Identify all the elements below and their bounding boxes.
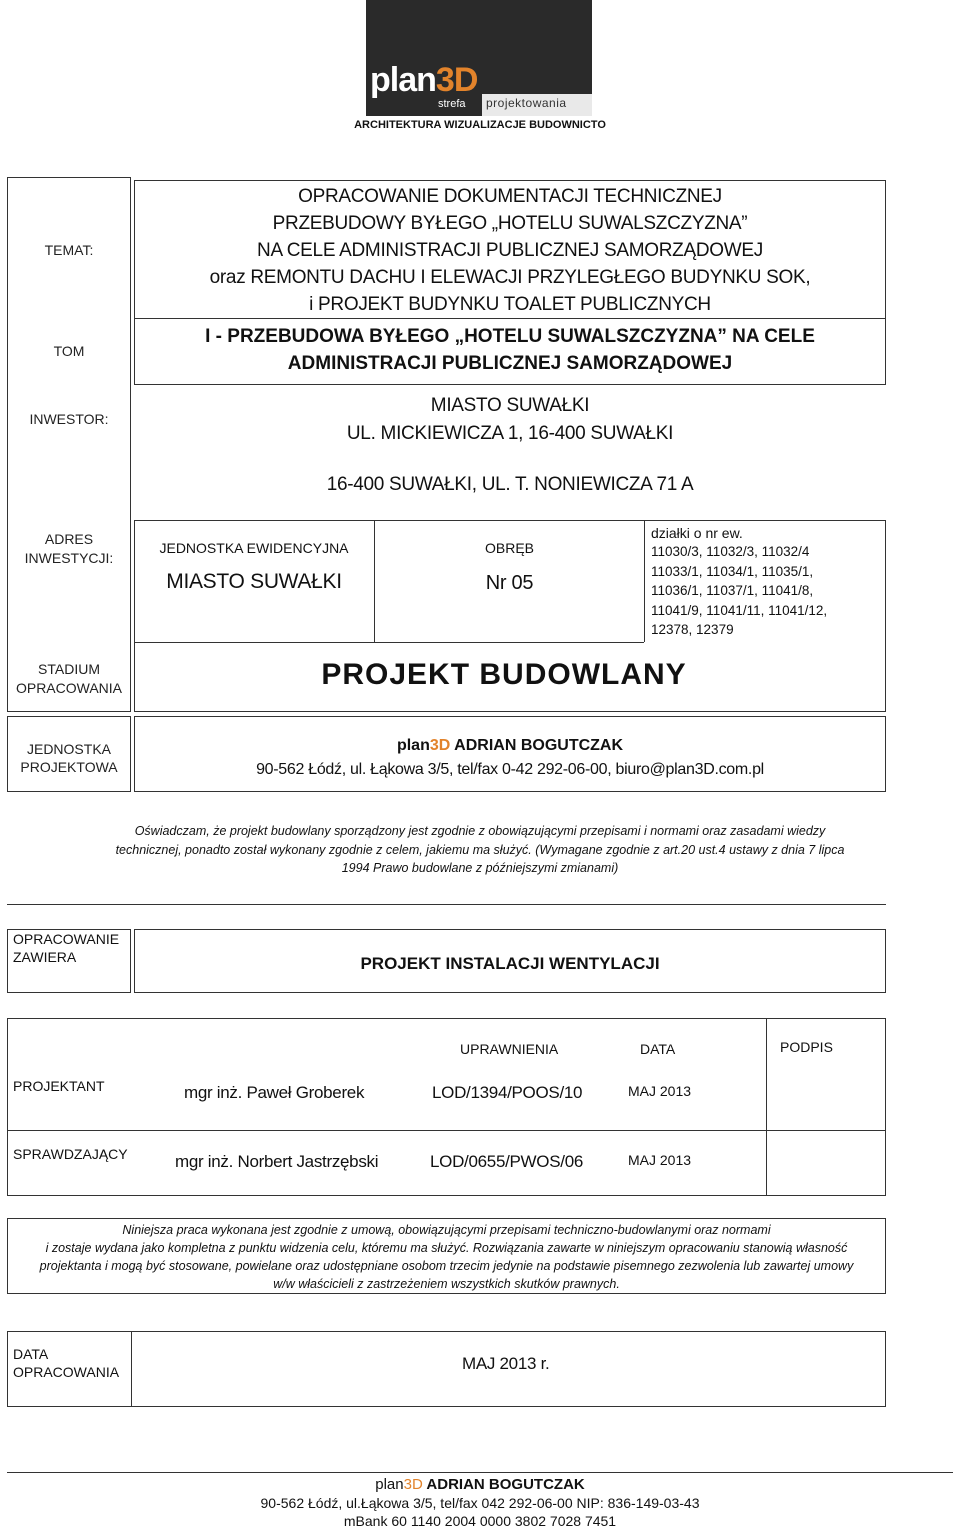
logo-plan-text: plan [370, 61, 436, 99]
data-opracowania-value: MAJ 2013 r. [462, 1354, 550, 1373]
logo-tagline: ARCHITEKTURA WIZUALIZACJE BUDOWNICTO [354, 119, 606, 131]
logo-projektowania-text: projektowania [486, 96, 567, 110]
data-opracowania-label-2: OPRACOWANIA [13, 1364, 120, 1380]
zawiera-label-2: ZAWIERA [13, 949, 77, 965]
zawiera-value: PROJEKT INSTALACJI WENTYLACJI [360, 954, 660, 973]
data-opracowania-box [7, 1331, 886, 1407]
label-stadium-1: STADIUM [38, 661, 100, 677]
label-tom: TOM [53, 343, 85, 359]
obreb-label: OBRĘB [484, 540, 534, 556]
projektant-role: PROJEKTANT [13, 1078, 105, 1094]
temat-text: OPRACOWANIE DOKUMENTACJI TECHNICZNEJ PRZEBUDOWY BYŁEGO „HOTELU SUWALSZCZYZNA” NA CELE ADMINISTRACJI PUBLICZNEJ SAMORZĄDOWEJ oraz REMONTU DACHU I ELEWACJI PRZYLEGŁEGO BUDYNKU SOK, i PROJEKT BUDYNKU TOALET PUBLICZNYCH [209, 186, 811, 315]
obreb-value: Nr 05 [485, 572, 534, 594]
stadium-value: PROJEKT BUDOWLANY [321, 658, 687, 691]
sprawdzajacy-name: mgr inż. Norbert Jastrzębski [175, 1152, 379, 1171]
footer-bank: mBank 60 1140 2004 0000 3802 7028 7451 [343, 1513, 617, 1529]
logo-strefa-text: strefa [438, 98, 466, 110]
company-logo [366, 0, 592, 116]
tom-text: I - PRZEBUDOWA BYŁEGO „HOTELU SUWALSZCZYZNA” NA CELE ADMINISTRACJI PUBLICZNEJ SAMORZĄDOWEJ [205, 326, 815, 374]
projektant-date: MAJ 2013 [628, 1083, 692, 1099]
sprawdzajacy-date: MAJ 2013 [628, 1152, 692, 1168]
header-podpis: PODPIS [780, 1039, 833, 1055]
jednostka-name: plan3D ADRIAN BOGUTCZAK [396, 737, 624, 754]
notice-text: Niniejsza praca wykonana jest zgodnie z umową, obowiązującymi przepisami techniczno-budowlanymi oraz normami i zostaje wydana jako kompletna z punktu widzenia celu, któremu ma służyć. Rozwiązania zawarte w niniejszym opracowaniu stanowią własność projektanta i mogą być stosowane, powielane oraz udostępniane osobom trzecim jedynie na podstawie pisemnego zezwolenia lub zawartej umowy w/w właścicieli z zastrzeżeniem wszystkich skutków prawnych. [39, 1223, 854, 1291]
footer-address: 90-562 Łódź, ul.Łąkowa 3/5, tel/fax 042 292-06-00 NIP: 836-149-03-43 [260, 1495, 700, 1511]
oswiadczenie-text: Oświadczam, że projekt budowlany sporządzony jest zgodnie z obowiązującymi przepisami i normami oraz zasadami wiedzy technicznej, ponadto został wykonany zgodnie z celem, jakiemu ma służyć. (Wymagane zgodnie z art.20 ust.4 ustawy z dnia 7 lipca 1994 Prawo budowlane z późniejszymi zmianami) [115, 824, 845, 875]
data-opracowania-label-1: DATA [13, 1346, 49, 1362]
dzialki-list: działki o nr ew. 11030/3, 11032/3, 11032/4 11033/1, 11034/1, 11035/1, 11036/1, 11037/1, 11041/8, 11041/9, 11041/11, 11041/12, 12378, 12379 [651, 525, 828, 637]
label-stadium-2: OPRACOWANIA [15, 680, 123, 696]
projektant-license: LOD/1394/POOS/10 [432, 1083, 583, 1102]
label-inwestor: INWESTOR: [29, 411, 109, 427]
divider [7, 904, 886, 905]
jednostka-address: 90-562 Łódź, ul. Łąkowa 3/5, tel/fax 0-42 292-06-00, biuro@plan3D.com.pl [256, 761, 764, 778]
label-adres-1: ADRES [44, 531, 94, 547]
jednostka-ewidencyjna-value: MIASTO SUWAŁKI [166, 570, 342, 593]
header-data: DATA [640, 1041, 676, 1057]
label-adres-2: INWESTYCJI: [24, 550, 114, 566]
logo-3d-text: 3D [435, 61, 478, 99]
label-temat: TEMAT: [44, 242, 94, 258]
inwestor-text: MIASTO SUWAŁKI UL. MICKIEWICZA 1, 16-400 SUWAŁKI [346, 395, 674, 444]
header-uprawnienia: UPRAWNIENIA [460, 1041, 559, 1057]
footer-company-name: plan3D ADRIAN BOGUTCZAK [375, 1476, 585, 1493]
inwestycja-address: 16-400 SUWAŁKI, UL. T. NONIEWICZA 71 A [326, 474, 694, 495]
footer-divider [7, 1472, 953, 1473]
sprawdzajacy-license: LOD/0655/PWOS/06 [430, 1152, 583, 1171]
jednostka-ewidencyjna-label: JEDNOSTKA EWIDENCYJNA [159, 540, 349, 556]
label-jednostka-2: PROJEKTOWA [20, 759, 118, 775]
projektant-name: mgr inż. Paweł Groberek [184, 1083, 365, 1102]
sprawdzajacy-role: SPRAWDZAJĄCY [13, 1146, 128, 1162]
zawiera-label-1: OPRACOWANIE [13, 931, 120, 947]
label-jednostka-1: JEDNOSTKA [26, 741, 111, 757]
